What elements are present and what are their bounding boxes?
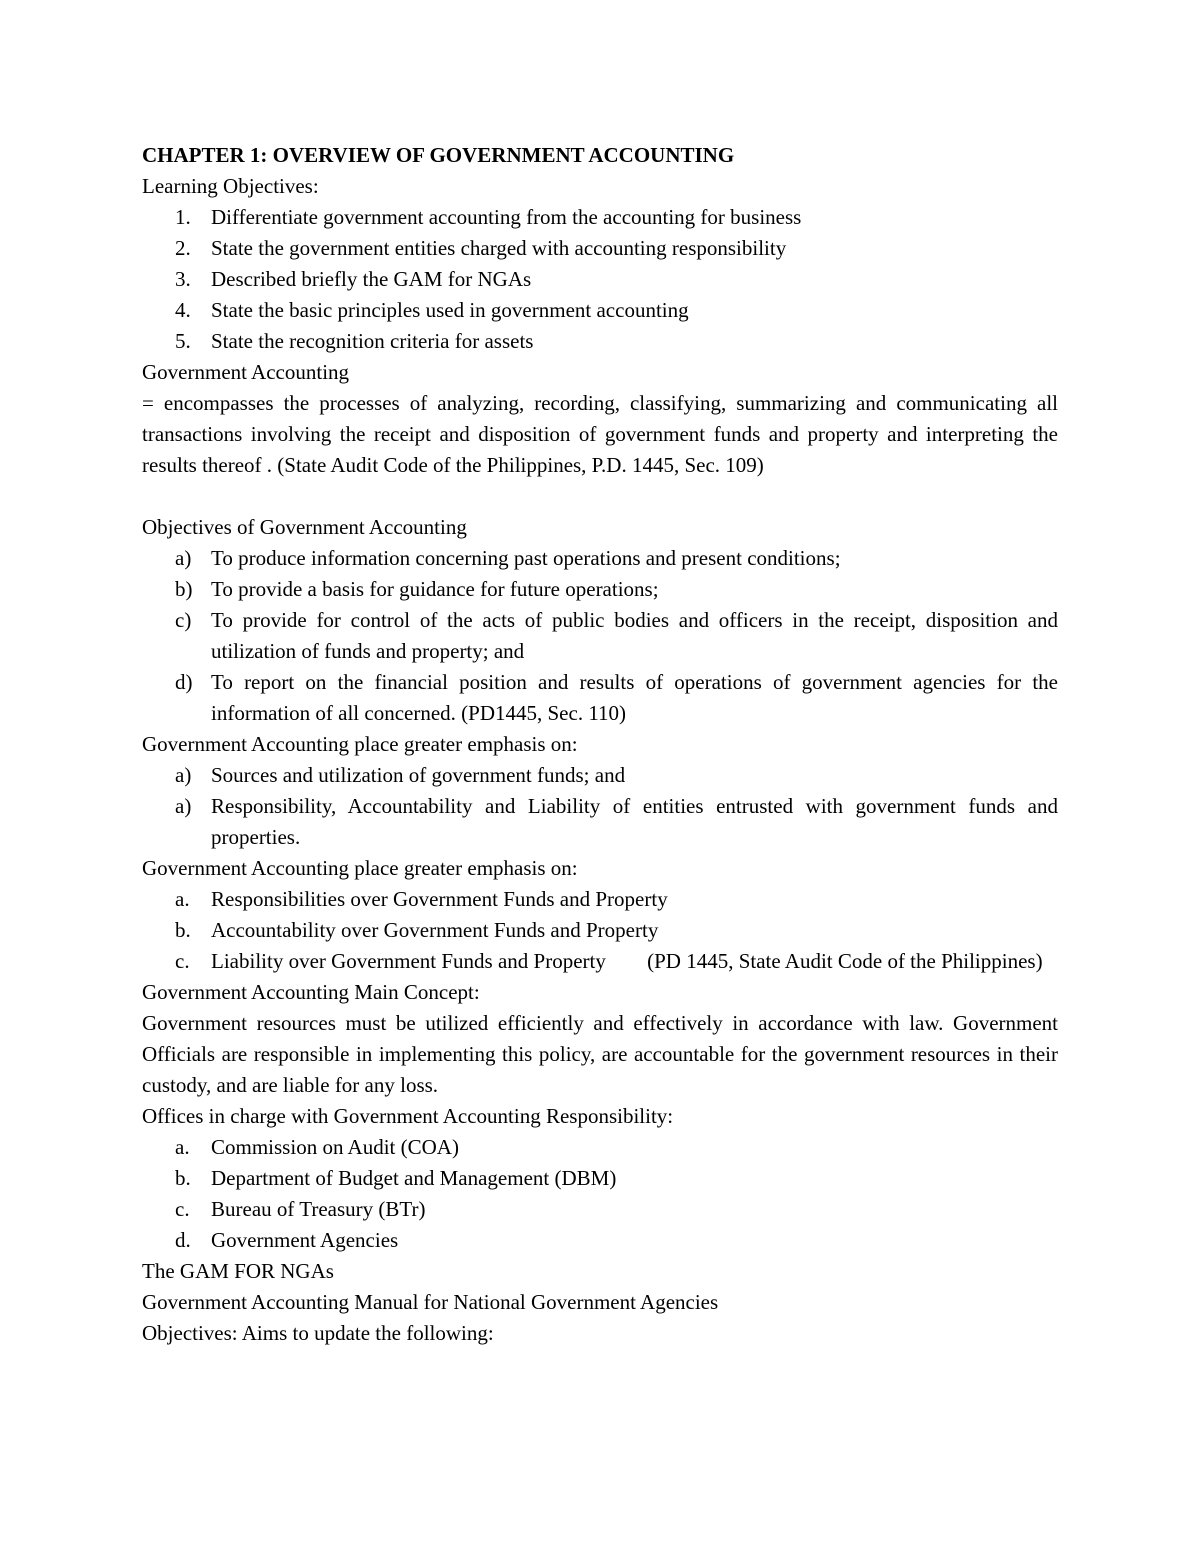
gam-objectives: Objectives: Aims to update the following: bbox=[142, 1321, 494, 1345]
list-item bbox=[142, 233, 1058, 264]
list-item bbox=[142, 1132, 1058, 1163]
list-item-text: Department of Budget and Management (DBM) bbox=[211, 1166, 617, 1190]
list-item-text: To provide for control of the acts of public bodies and officers in the receipt, disposition and utilization of funds and property; and bbox=[211, 608, 1058, 663]
list-marker: a) bbox=[175, 763, 192, 787]
list-item-text: State the recognition criteria for assets bbox=[211, 329, 534, 353]
list-item bbox=[142, 543, 1058, 574]
list-item-text: To provide a basis for guidance for future operations; bbox=[211, 577, 659, 601]
document-content bbox=[142, 140, 1058, 1349]
gam-heading: The GAM FOR NGAs bbox=[142, 1259, 334, 1283]
blank-line bbox=[142, 481, 1058, 512]
list-item-text: Responsibility, Accountability and Liability of entities entrusted with government funds and properties. bbox=[211, 794, 1058, 849]
offices-heading: Offices in charge with Government Accounting Responsibility: bbox=[142, 1104, 674, 1128]
list-item bbox=[142, 946, 1058, 977]
list-item bbox=[142, 605, 1058, 667]
gam-subheading: Government Accounting Manual for National Government Agencies bbox=[142, 1290, 719, 1314]
list-item-text: Commission on Audit (COA) bbox=[211, 1135, 459, 1159]
definition-heading: Government Accounting bbox=[142, 360, 350, 384]
citation: (PD 1445, State Audit Code of the Philippines) bbox=[647, 949, 1043, 973]
offices-list bbox=[142, 1132, 1058, 1256]
list-item-text: State the basic principles used in government accounting bbox=[211, 298, 689, 322]
definition-paragraph: = encompasses the processes of analyzing, recording, classifying, summarizing and communicating all transactions involving the receipt and disposition of government funds and property and interpreting the results thereof . (State Audit Code of the Philippines, P.D. 1445, Sec. 109) bbox=[142, 391, 1058, 477]
list-marker: 1. bbox=[175, 205, 191, 229]
list-item-text: Sources and utilization of government funds; and bbox=[211, 763, 626, 787]
list-marker: b) bbox=[175, 577, 193, 601]
list-marker: 3. bbox=[175, 267, 191, 291]
list-marker: a) bbox=[175, 794, 192, 818]
list-item bbox=[142, 791, 1058, 853]
list-item bbox=[142, 915, 1058, 946]
list-marker: 4. bbox=[175, 298, 191, 322]
list-marker: c. bbox=[175, 1197, 190, 1221]
main-concept-heading: Government Accounting Main Concept: bbox=[142, 980, 480, 1004]
list-item bbox=[142, 574, 1058, 605]
list-item bbox=[142, 884, 1058, 915]
main-concept-paragraph: Government resources must be utilized efficiently and effectively in accordance with law. Government Officials are responsible in implementing this policy, are accountable for the government resources in their custody, and are liable for any loss. bbox=[142, 1011, 1058, 1097]
list-marker: c. bbox=[175, 949, 190, 973]
list-item-text: Bureau of Treasury (BTr) bbox=[211, 1197, 426, 1221]
emphasis-list-2 bbox=[142, 884, 1058, 977]
list-item bbox=[142, 264, 1058, 295]
list-marker: b. bbox=[175, 918, 191, 942]
list-marker: b. bbox=[175, 1166, 191, 1190]
list-item bbox=[142, 202, 1058, 233]
list-item-text: To produce information concerning past operations and present conditions; bbox=[211, 546, 841, 570]
list-marker: a. bbox=[175, 887, 190, 911]
list-item bbox=[142, 1163, 1058, 1194]
list-marker: a. bbox=[175, 1135, 190, 1159]
list-item-text-main: Liability over Government Funds and Property bbox=[211, 949, 606, 973]
emphasis-heading: Government Accounting place greater emphasis on: bbox=[142, 732, 578, 756]
list-item-text: Government Agencies bbox=[211, 1228, 399, 1252]
objectives-list bbox=[142, 543, 1058, 729]
list-item bbox=[142, 1225, 1058, 1256]
list-marker: a) bbox=[175, 546, 192, 570]
objectives-heading: Objectives of Government Accounting bbox=[142, 515, 467, 539]
list-item-text bbox=[211, 946, 1058, 977]
list-marker: 2. bbox=[175, 236, 191, 260]
list-item-text: To report on the financial position and results of operations of government agencies for the information of all concerned. (PD1445, Sec. 110) bbox=[211, 670, 1058, 725]
emphasis-list bbox=[142, 760, 1058, 853]
list-item bbox=[142, 760, 1058, 791]
list-item-text: Accountability over Government Funds and Property bbox=[211, 918, 659, 942]
chapter-title: CHAPTER 1: OVERVIEW OF GOVERNMENT ACCOUNTING bbox=[142, 143, 735, 167]
list-item bbox=[142, 295, 1058, 326]
list-item-text: Responsibilities over Government Funds and Property bbox=[211, 887, 668, 911]
list-item bbox=[142, 326, 1058, 357]
learning-objectives-heading: Learning Objectives: bbox=[142, 174, 319, 198]
emphasis-heading-2: Government Accounting place greater emphasis on: bbox=[142, 856, 578, 880]
list-item bbox=[142, 1194, 1058, 1225]
list-item-text: State the government entities charged with accounting responsibility bbox=[211, 236, 787, 260]
list-item bbox=[142, 667, 1058, 729]
list-item-text: Differentiate government accounting from the accounting for business bbox=[211, 205, 802, 229]
list-marker: d) bbox=[175, 670, 193, 694]
learning-objectives-list bbox=[142, 202, 1058, 357]
list-marker: d. bbox=[175, 1228, 191, 1252]
list-marker: 5. bbox=[175, 329, 191, 353]
list-item-text: Described briefly the GAM for NGAs bbox=[211, 267, 532, 291]
list-marker: c) bbox=[175, 608, 192, 632]
